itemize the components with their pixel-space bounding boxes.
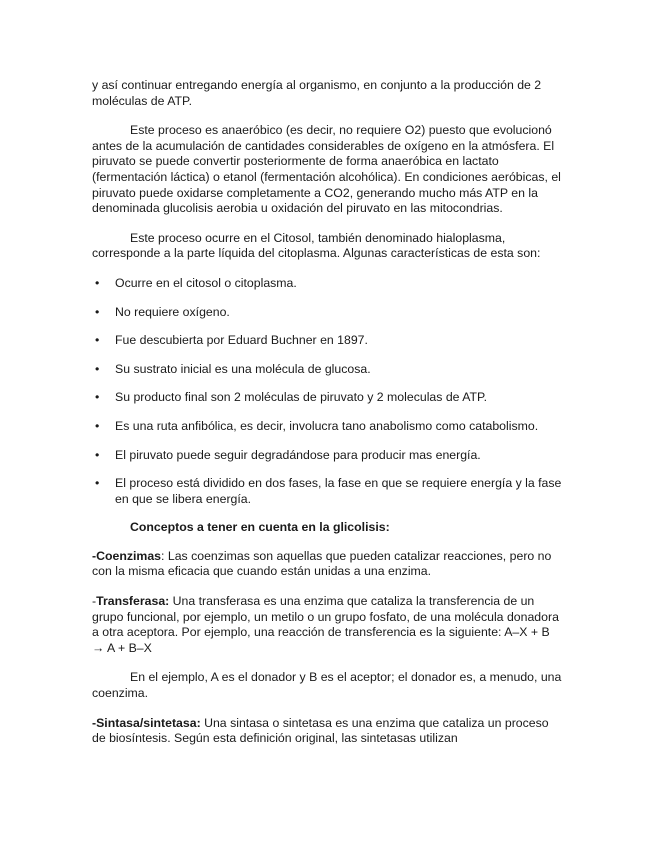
definition-text: : Las coenzimas son aquellas que pueden catalizar reacciones, pero no con la misma eficacia que cuando están unidas a una enzima. — [92, 548, 552, 579]
term-prefix: - — [92, 594, 97, 609]
term-sintasa: -Sintasa/sintetasa: — [92, 715, 201, 730]
list-item — [92, 419, 564, 435]
list-item-text: No requiere oxígeno. — [115, 304, 230, 319]
list-item-text: Su sustrato inicial es una molécula de glucosa. — [115, 361, 371, 376]
list-item — [92, 448, 564, 464]
list-item — [92, 305, 564, 321]
characteristics-list — [92, 276, 564, 507]
bullet-icon: • — [95, 390, 100, 405]
paragraph-ejemplo: En el ejemplo, A es el donador y B es el aceptor; el donador es, a menudo, una coenzima. — [92, 670, 562, 701]
definition-text: Una sintasa o sintetasa es una enzima que cataliza un proceso de biosíntesis. Según esta definición original, las sintetasas utilizan — [92, 715, 549, 746]
bullet-icon: • — [95, 275, 100, 290]
paragraph-anaerobic: Este proceso es anaeróbico (es decir, no requiere O2) puesto que evolucionó antes de la acumulación de cantidades considerables de oxígeno en la atmósfera. El piruvato se puede convertir posteriormente de forma anaeróbica en lactato (fermentación láctica) o etanol (fermentación alcohólica). En condiciones aeróbicas, el piruvato puede oxidarse completamente a CO2, generando mucho más ATP en la denominada glucolisis aerobia u oxidación del piruvato en las mitocondrias. — [92, 123, 561, 216]
list-item — [92, 276, 564, 292]
list-item — [92, 390, 564, 406]
document-page — [92, 78, 564, 761]
list-item-text: Es una ruta anfibólica, es decir, involucra tano anabolismo como catabolismo. — [115, 418, 539, 433]
section-heading: Conceptos a tener en cuenta en la glicolisis: — [130, 520, 390, 535]
bullet-icon: • — [95, 361, 100, 376]
list-item-text: El piruvato puede seguir degradándose para producir mas energía. — [115, 447, 481, 462]
bullet-icon: • — [95, 304, 100, 319]
term-transferasa: Transferasa: — [96, 594, 170, 609]
bullet-icon: • — [95, 476, 100, 491]
list-item-text: Su producto final son 2 moléculas de piruvato y 2 moleculas de ATP. — [115, 390, 488, 405]
list-item — [92, 362, 564, 378]
list-item — [92, 476, 564, 507]
definition-text: Una transferasa es una enzima que cataliza la transferencia de un grupo funcional, por ejemplo, un metilo o un grupo fosfato, de una molécula donadora a otra aceptora. Por ejemplo, una reacción de transferencia es la siguiente: A–X + B → A + B–X — [92, 594, 559, 655]
definition-sintasa — [92, 716, 564, 747]
list-item-text: El proceso está dividido en dos fases, la fase en que se requiere energía y la fase en que se libera energía. — [115, 476, 562, 506]
definition-coenzimas — [92, 549, 564, 580]
bullet-icon: • — [95, 418, 100, 433]
term-coenzimas: -Coenzimas — [92, 548, 162, 563]
list-item-text: Ocurre en el citosol o citoplasma. — [115, 275, 297, 290]
bullet-icon: • — [95, 333, 100, 348]
definition-transferasa — [92, 594, 564, 656]
paragraph-intro: y así continuar entregando energía al organismo, en conjunto a la producción de 2 moléculas de ATP. — [92, 78, 542, 108]
bullet-icon: • — [95, 447, 100, 462]
paragraph-citosol: Este proceso ocurre en el Citosol, también denominado hialoplasma, corresponde a la parte líquida del citoplasma. Algunas características de esta son: — [92, 230, 541, 261]
list-item-text: Fue descubierta por Eduard Buchner en 1897. — [115, 333, 368, 348]
list-item — [92, 333, 564, 349]
